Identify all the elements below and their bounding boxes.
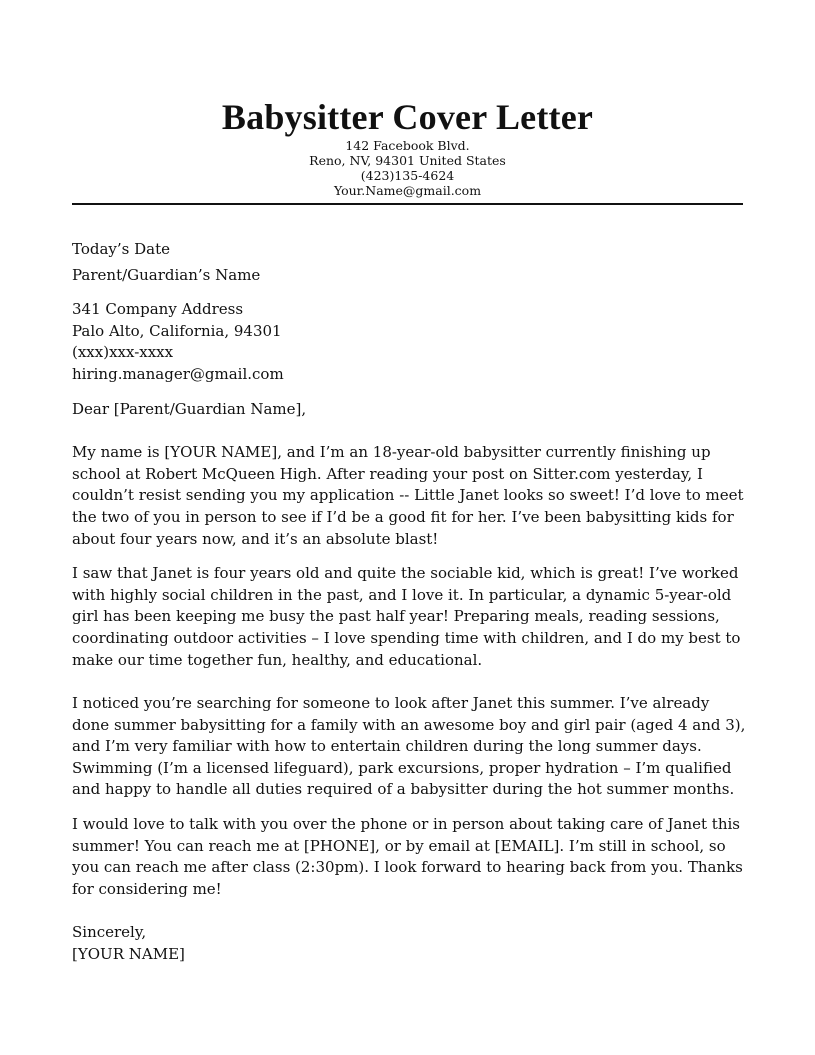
paragraph-1 <box>72 442 752 550</box>
paragraph-line: My name is [YOUR NAME], and I’m an 18-year-old babysitter currently finishing up <box>72 443 711 462</box>
recipient-address <box>72 299 752 385</box>
recipient-street: 341 Company Address <box>72 300 244 319</box>
letter-header <box>0 96 815 198</box>
header-divider <box>72 203 743 205</box>
paragraph-4 <box>72 814 752 900</box>
paragraph-line: and happy to handle all duties required of a babysitter during the hot summer months. <box>72 780 735 799</box>
paragraph-line: the two of you in person to see if I’d be a good fit for her. I’ve been babysitting kids for <box>72 507 734 526</box>
paragraph-line: girl has been keeping me busy the past half year! Preparing meals, reading sessions, <box>72 607 720 626</box>
sender-email: Your.Name@gmail.com <box>333 183 482 198</box>
paragraph-line: couldn’t resist sending you my application -- Little Janet looks so sweet! I’d love to meet <box>72 486 744 505</box>
sender-phone: (423)135-4624 <box>360 168 455 183</box>
page-title: Babysitter Cover Letter <box>221 97 594 137</box>
letter-body <box>72 239 752 966</box>
paragraph-3 <box>72 693 752 801</box>
recipient-name: Parent/Guardian’s Name <box>72 265 261 284</box>
paragraph-line: about four years now, and it’s an absolute blast! <box>72 529 439 548</box>
signature: [YOUR NAME] <box>72 945 185 964</box>
paragraph-2 <box>72 563 752 671</box>
recipient-city: Palo Alto, California, 94301 <box>72 321 282 340</box>
sender-street: 142 Facebook Blvd. <box>345 138 470 153</box>
recipient-phone: (xxx)xxx-xxxx <box>72 343 174 362</box>
paragraph-line: make our time together fun, healthy, and educational. <box>72 650 483 669</box>
paragraph-line: coordinating outdoor activities – I love spending time with children, and I do my best to <box>72 628 741 647</box>
paragraph-line: summer! You can reach me at [PHONE], or by email at [EMAIL]. I’m still in school, so <box>72 836 726 855</box>
paragraph-line: I saw that Janet is four years old and quite the sociable kid, which is great! I’ve worked <box>72 564 739 583</box>
paragraph-line: Swimming (I’m a licensed lifeguard), park excursions, proper hydration – I’m qualified <box>72 758 732 777</box>
paragraph-line: done summer babysitting for a family with an awesome boy and girl pair (aged 4 and 3), <box>72 715 746 734</box>
paragraph-line: with highly social children in the past, and I love it. In particular, a dynamic 5-year-old <box>72 585 732 604</box>
paragraph-line: you can reach me after class (2:30pm). I look forward to hearing back from you. Thanks <box>72 858 743 877</box>
letter-date: Today’s Date <box>72 240 170 258</box>
paragraph-line: for considering me! <box>72 879 222 898</box>
sender-city: Reno, NV, 94301 United States <box>309 153 506 168</box>
paragraph-line: I would love to talk with you over the phone or in person about taking care of Janet this <box>72 815 740 834</box>
closing: Sincerely, <box>72 923 147 942</box>
paragraph-line: school at Robert McQueen High. After reading your post on Sitter.com yesterday, I <box>72 464 703 483</box>
salutation: Dear [Parent/Guardian Name], <box>72 399 307 418</box>
paragraph-line: and I’m very familiar with how to entertain children during the long summer days. <box>72 737 702 756</box>
recipient-email: hiring.manager@gmail.com <box>72 364 284 383</box>
paragraph-line: I noticed you’re searching for someone to look after Janet this summer. I’ve already <box>72 694 710 713</box>
